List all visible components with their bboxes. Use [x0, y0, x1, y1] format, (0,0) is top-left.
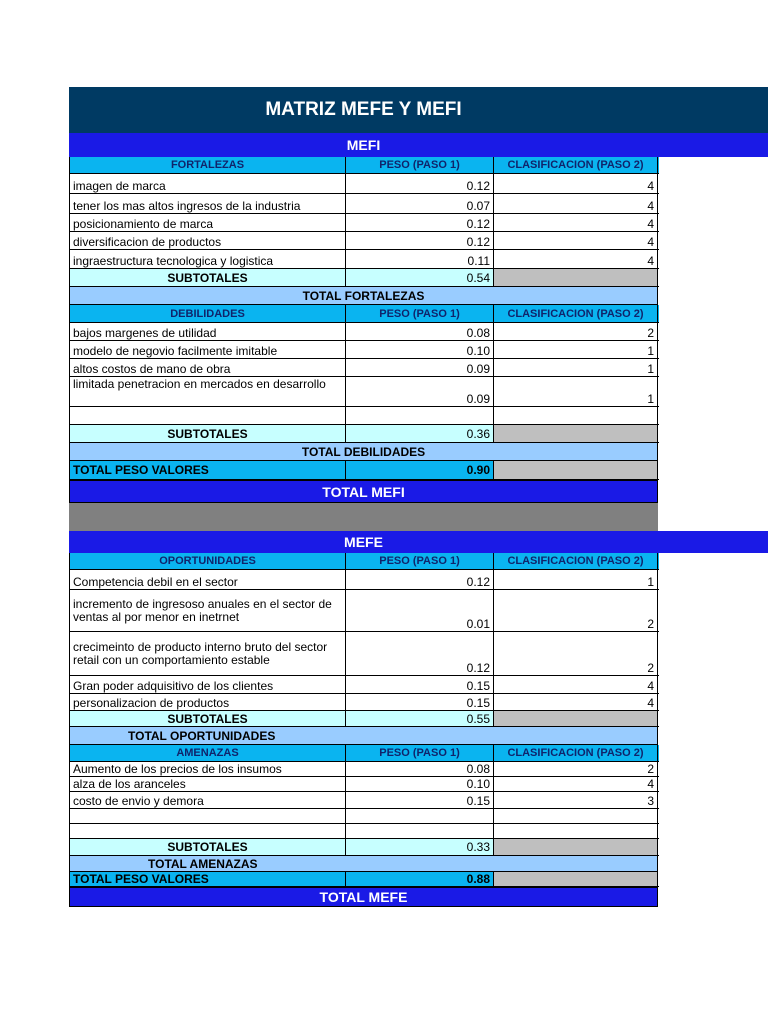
row-clasif[interactable]: 4	[494, 194, 658, 213]
row-clasif[interactable]: 2	[494, 632, 658, 675]
total-fortalezas: TOTAL FORTALEZAS	[69, 287, 658, 305]
table-row[interactable]	[70, 174, 659, 194]
table-row[interactable]	[70, 762, 659, 777]
subtotal-value[interactable]: 0.55	[346, 711, 494, 726]
row-label[interactable]: modelo de negovio facilmente imitable	[70, 341, 346, 358]
row-label[interactable]: crecimeinto de producto interno bruto del sector retail con un comportamiento estable	[70, 632, 346, 675]
column-header: DEBILIDADES	[70, 305, 346, 322]
row-peso[interactable]: 0.12	[346, 570, 494, 589]
row-clasif[interactable]: 2	[494, 590, 658, 631]
row-peso-empty[interactable]	[346, 824, 494, 838]
table-row[interactable]	[70, 232, 659, 250]
column-header: AMENAZAS	[70, 745, 346, 761]
row-peso[interactable]: 0.01	[346, 590, 494, 631]
subtotal-empty	[494, 711, 658, 726]
mefi-table	[69, 157, 659, 287]
subtotal-empty	[494, 425, 658, 442]
debilidades-table	[69, 305, 659, 443]
table-row[interactable]	[70, 570, 659, 590]
table-row-empty[interactable]	[70, 407, 659, 425]
table-row[interactable]	[70, 694, 659, 711]
row-clasif[interactable]: 1	[494, 359, 658, 376]
row-peso[interactable]: 0.10	[346, 341, 494, 358]
row-peso[interactable]: 0.12	[346, 214, 494, 231]
table-row[interactable]	[70, 194, 659, 214]
row-clasif-empty[interactable]	[494, 809, 658, 823]
row-label[interactable]: tener los mas altos ingresos de la industria	[70, 194, 346, 213]
mefe-table	[69, 553, 659, 727]
total-peso-row	[70, 872, 659, 887]
table-row[interactable]	[70, 214, 659, 232]
mefe-total-peso	[69, 872, 659, 887]
row-peso[interactable]: 0.07	[346, 194, 494, 213]
total-mefi: TOTAL MEFI	[69, 480, 658, 503]
table-row[interactable]	[70, 676, 659, 694]
subtotal-empty	[494, 839, 658, 855]
row-label[interactable]: altos costos de mano de obra	[70, 359, 346, 376]
row-peso[interactable]: 0.12	[346, 174, 494, 193]
row-label[interactable]: ingraestructura tecnologica y logistica	[70, 250, 346, 268]
subtotal-label: SUBTOTALES	[70, 839, 346, 855]
row-clasif[interactable]: 4	[494, 676, 658, 693]
section-divider	[69, 503, 658, 531]
row-clasif[interactable]: 4	[494, 232, 658, 249]
matrix-sheet	[69, 87, 768, 907]
total-peso-value[interactable]: 0.90	[346, 461, 494, 479]
row-label[interactable]: diversificacion de productos	[70, 232, 346, 249]
subtotal-row	[70, 425, 659, 443]
row-clasif[interactable]: 4	[494, 214, 658, 231]
column-header: FORTALEZAS	[70, 157, 346, 173]
row-clasif[interactable]: 4	[494, 174, 658, 193]
table-row[interactable]	[70, 590, 659, 632]
oportunidades-header-row	[70, 553, 659, 570]
table-row-empty[interactable]	[70, 809, 659, 824]
total-peso-label: TOTAL PESO VALORES	[70, 872, 346, 886]
amenazas-header-row	[70, 745, 659, 762]
row-label[interactable]: posicionamiento de marca	[70, 214, 346, 231]
subtotal-value[interactable]: 0.54	[346, 269, 494, 286]
row-label[interactable]: incremento de ingresoso anuales en el sector de ventas al por menor en inetrnet	[70, 590, 346, 631]
column-header: PESO (PASO 1)	[346, 305, 494, 322]
row-peso-empty[interactable]	[346, 809, 494, 823]
row-label[interactable]: alza de los aranceles	[70, 777, 346, 791]
row-clasif[interactable]: 4	[494, 694, 658, 710]
debilidades-header-row	[70, 305, 659, 323]
table-row[interactable]	[70, 341, 659, 359]
total-peso-empty	[494, 872, 658, 886]
row-clasif[interactable]: 2	[494, 323, 658, 340]
column-header: CLASIFICACION (PASO 2)	[494, 745, 658, 761]
row-peso[interactable]: 0.15	[346, 676, 494, 693]
column-header: PESO (PASO 1)	[346, 745, 494, 761]
row-label[interactable]: Gran poder adquisitivo de los clientes	[70, 676, 346, 693]
row-label[interactable]: Competencia debil en el sector	[70, 570, 346, 589]
row-clasif[interactable]: 1	[494, 341, 658, 358]
table-row[interactable]	[70, 792, 659, 809]
total-peso-value[interactable]: 0.88	[346, 872, 494, 886]
subtotal-row	[70, 839, 659, 856]
row-label[interactable]: personalizacion de productos	[70, 694, 346, 710]
mefi-total-peso	[69, 461, 659, 480]
subtotal-label: SUBTOTALES	[70, 269, 346, 286]
row-label[interactable]: costo de envio y demora	[70, 792, 346, 808]
row-peso[interactable]: 0.09	[346, 359, 494, 376]
table-row[interactable]	[70, 250, 659, 269]
mefi-heading: MEFI	[69, 133, 768, 157]
column-header: CLASIFICACION (PASO 2)	[494, 157, 658, 173]
fortalezas-header-row	[70, 157, 659, 174]
row-peso[interactable]: 0.08	[346, 323, 494, 340]
row-clasif[interactable]: 4	[494, 777, 658, 791]
row-peso[interactable]: 0.12	[346, 232, 494, 249]
row-peso[interactable]: 0.15	[346, 792, 494, 808]
row-clasif[interactable]: 1	[494, 377, 658, 406]
row-peso[interactable]: 0.10	[346, 777, 494, 791]
row-clasif-empty[interactable]	[494, 407, 658, 424]
subtotal-value[interactable]: 0.36	[346, 425, 494, 442]
row-label[interactable]: bajos margenes de utilidad	[70, 323, 346, 340]
total-peso-empty	[494, 461, 658, 479]
row-label-empty[interactable]	[70, 824, 346, 838]
row-clasif[interactable]: 3	[494, 792, 658, 808]
table-row[interactable]	[70, 359, 659, 377]
total-amenazas: TOTAL AMENAZAS	[69, 856, 658, 872]
row-label[interactable]: limitada penetracion en mercados en desarrollo	[70, 377, 346, 406]
subtotal-row	[70, 269, 659, 287]
row-label-empty[interactable]	[70, 809, 346, 823]
page-title: MATRIZ MEFE Y MEFI	[69, 87, 768, 133]
total-peso-row	[70, 461, 659, 480]
total-mefe: TOTAL MEFE	[69, 887, 658, 907]
row-label[interactable]: imagen de marca	[70, 174, 346, 193]
row-label[interactable]: Aumento de los precios de los insumos	[70, 762, 346, 776]
column-header: OPORTUNIDADES	[70, 553, 346, 569]
row-peso[interactable]: 0.15	[346, 694, 494, 710]
total-debilidades: TOTAL DEBILIDADES	[69, 443, 658, 461]
row-clasif-empty[interactable]	[494, 824, 658, 838]
subtotal-row	[70, 711, 659, 727]
table-row[interactable]	[70, 323, 659, 341]
row-peso[interactable]: 0.09	[346, 377, 494, 406]
row-peso[interactable]: 0.08	[346, 762, 494, 776]
row-clasif[interactable]: 2	[494, 762, 658, 776]
column-header: PESO (PASO 1)	[346, 157, 494, 173]
table-row[interactable]	[70, 377, 659, 407]
amenazas-table	[69, 745, 659, 856]
row-clasif[interactable]: 1	[494, 570, 658, 589]
table-row[interactable]	[70, 632, 659, 676]
row-label-empty[interactable]	[70, 407, 346, 424]
column-header: CLASIFICACION (PASO 2)	[494, 305, 658, 322]
subtotal-label: SUBTOTALES	[70, 711, 346, 726]
row-peso-empty[interactable]	[346, 407, 494, 424]
table-row-empty[interactable]	[70, 824, 659, 839]
column-header: PESO (PASO 1)	[346, 553, 494, 569]
row-clasif[interactable]: 4	[494, 250, 658, 268]
table-row[interactable]	[70, 777, 659, 792]
row-peso[interactable]: 0.11	[346, 250, 494, 268]
row-peso[interactable]: 0.12	[346, 632, 494, 675]
total-peso-label: TOTAL PESO VALORES	[70, 461, 346, 479]
mefe-heading: MEFE	[69, 531, 768, 553]
subtotal-value[interactable]: 0.33	[346, 839, 494, 855]
subtotal-empty	[494, 269, 658, 286]
subtotal-label: SUBTOTALES	[70, 425, 346, 442]
total-oportunidades: TOTAL OPORTUNIDADES	[69, 727, 658, 745]
column-header: CLASIFICACION (PASO 2)	[494, 553, 658, 569]
